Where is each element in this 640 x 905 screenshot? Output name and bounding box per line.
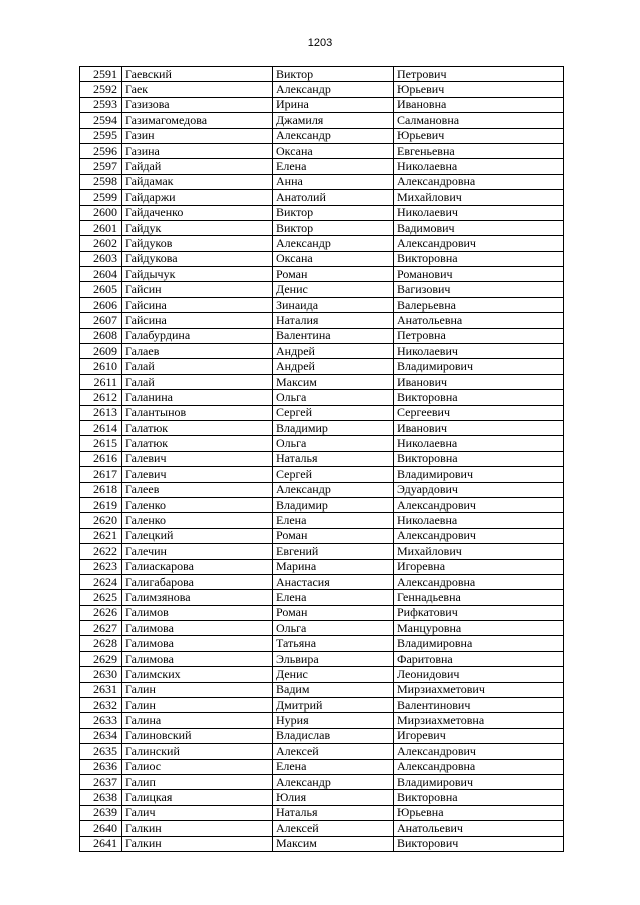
patronymic-cell: Михайлович bbox=[394, 544, 564, 559]
patronymic-cell: Иванович bbox=[394, 420, 564, 435]
table-row bbox=[80, 805, 564, 820]
table-row bbox=[80, 467, 564, 482]
last-name-cell: Галин bbox=[122, 698, 273, 713]
table-row bbox=[80, 790, 564, 805]
last-name-cell: Галигабарова bbox=[122, 574, 273, 589]
first-name-cell: Роман bbox=[273, 267, 394, 282]
row-number-cell: 2627 bbox=[80, 621, 122, 636]
last-name-cell: Галатюк bbox=[122, 420, 273, 435]
last-name-cell: Гайдай bbox=[122, 159, 273, 174]
last-name-cell: Гайсина bbox=[122, 297, 273, 312]
table-row bbox=[80, 621, 564, 636]
table-row bbox=[80, 374, 564, 389]
table-row bbox=[80, 82, 564, 97]
last-name-cell: Галкин bbox=[122, 821, 273, 836]
patronymic-cell: Анатольевна bbox=[394, 313, 564, 328]
row-number-cell: 2609 bbox=[80, 344, 122, 359]
last-name-cell: Гаевский bbox=[122, 67, 273, 82]
table-row bbox=[80, 436, 564, 451]
last-name-cell: Галабурдина bbox=[122, 328, 273, 343]
row-number-cell: 2641 bbox=[80, 836, 122, 851]
patronymic-cell: Мирзиахметович bbox=[394, 682, 564, 697]
first-name-cell: Наталья bbox=[273, 805, 394, 820]
last-name-cell: Галантынов bbox=[122, 405, 273, 420]
last-name-cell: Гайсин bbox=[122, 282, 273, 297]
row-number-cell: 2637 bbox=[80, 774, 122, 789]
patronymic-cell: Леонидович bbox=[394, 667, 564, 682]
row-number-cell: 2629 bbox=[80, 651, 122, 666]
first-name-cell: Ольга bbox=[273, 621, 394, 636]
first-name-cell: Виктор bbox=[273, 205, 394, 220]
last-name-cell: Гайдамак bbox=[122, 174, 273, 189]
row-number-cell: 2611 bbox=[80, 374, 122, 389]
last-name-cell: Газизова bbox=[122, 97, 273, 112]
patronymic-cell: Игоревна bbox=[394, 559, 564, 574]
first-name-cell: Владимир bbox=[273, 420, 394, 435]
patronymic-cell: Вадимович bbox=[394, 220, 564, 235]
table-row bbox=[80, 651, 564, 666]
table-row bbox=[80, 282, 564, 297]
row-number-cell: 2591 bbox=[80, 67, 122, 82]
patronymic-cell: Александровна bbox=[394, 574, 564, 589]
row-number-cell: 2632 bbox=[80, 698, 122, 713]
last-name-cell: Галимова bbox=[122, 636, 273, 651]
row-number-cell: 2617 bbox=[80, 467, 122, 482]
last-name-cell: Галич bbox=[122, 805, 273, 820]
row-number-cell: 2623 bbox=[80, 559, 122, 574]
first-name-cell: Оксана bbox=[273, 251, 394, 266]
row-number-cell: 2592 bbox=[80, 82, 122, 97]
last-name-cell: Галай bbox=[122, 359, 273, 374]
row-number-cell: 2614 bbox=[80, 420, 122, 435]
table-row bbox=[80, 559, 564, 574]
patronymic-cell: Николаевич bbox=[394, 344, 564, 359]
first-name-cell: Анастасия bbox=[273, 574, 394, 589]
first-name-cell: Александр bbox=[273, 128, 394, 143]
table-row bbox=[80, 544, 564, 559]
table-row bbox=[80, 236, 564, 251]
first-name-cell: Татьяна bbox=[273, 636, 394, 651]
row-number-cell: 2618 bbox=[80, 482, 122, 497]
row-number-cell: 2634 bbox=[80, 728, 122, 743]
first-name-cell: Дмитрий bbox=[273, 698, 394, 713]
patronymic-cell: Юрьевна bbox=[394, 805, 564, 820]
last-name-cell: Галип bbox=[122, 774, 273, 789]
first-name-cell: Александр bbox=[273, 82, 394, 97]
patronymic-cell: Владимирович bbox=[394, 359, 564, 374]
first-name-cell: Валентина bbox=[273, 328, 394, 343]
last-name-cell: Галиаскарова bbox=[122, 559, 273, 574]
table-row bbox=[80, 313, 564, 328]
table-row bbox=[80, 190, 564, 205]
row-number-cell: 2604 bbox=[80, 267, 122, 282]
row-number-cell: 2602 bbox=[80, 236, 122, 251]
first-name-cell: Наталья bbox=[273, 451, 394, 466]
patronymic-cell: Валентинович bbox=[394, 698, 564, 713]
table-row bbox=[80, 420, 564, 435]
first-name-cell: Александр bbox=[273, 236, 394, 251]
row-number-cell: 2621 bbox=[80, 528, 122, 543]
first-name-cell: Зинаида bbox=[273, 297, 394, 312]
last-name-cell: Гайдук bbox=[122, 220, 273, 235]
patronymic-cell: Александровна bbox=[394, 174, 564, 189]
last-name-cell: Галаев bbox=[122, 344, 273, 359]
row-number-cell: 2633 bbox=[80, 713, 122, 728]
first-name-cell: Максим bbox=[273, 836, 394, 851]
patronymic-cell: Эдуардович bbox=[394, 482, 564, 497]
row-number-cell: 2616 bbox=[80, 451, 122, 466]
table-row bbox=[80, 636, 564, 651]
last-name-cell: Гайдаченко bbox=[122, 205, 273, 220]
table-row bbox=[80, 113, 564, 128]
last-name-cell: Галина bbox=[122, 713, 273, 728]
last-name-cell: Гайдукова bbox=[122, 251, 273, 266]
patronymic-cell: Вагизович bbox=[394, 282, 564, 297]
patronymic-cell: Николаевна bbox=[394, 436, 564, 451]
table-row bbox=[80, 528, 564, 543]
row-number-cell: 2610 bbox=[80, 359, 122, 374]
table-row bbox=[80, 821, 564, 836]
table-row bbox=[80, 482, 564, 497]
table-row bbox=[80, 220, 564, 235]
table-row bbox=[80, 774, 564, 789]
patronymic-cell: Викторовна bbox=[394, 790, 564, 805]
table-row bbox=[80, 667, 564, 682]
row-number-cell: 2624 bbox=[80, 574, 122, 589]
table-row bbox=[80, 143, 564, 158]
table-row bbox=[80, 836, 564, 851]
table-row bbox=[80, 513, 564, 528]
row-number-cell: 2606 bbox=[80, 297, 122, 312]
row-number-cell: 2612 bbox=[80, 390, 122, 405]
last-name-cell: Галечин bbox=[122, 544, 273, 559]
table-row bbox=[80, 267, 564, 282]
table-row bbox=[80, 405, 564, 420]
first-name-cell: Андрей bbox=[273, 359, 394, 374]
table-row bbox=[80, 205, 564, 220]
patronymic-cell: Александровна bbox=[394, 759, 564, 774]
first-name-cell: Елена bbox=[273, 590, 394, 605]
last-name-cell: Галиос bbox=[122, 759, 273, 774]
last-name-cell: Газина bbox=[122, 143, 273, 158]
last-name-cell: Галин bbox=[122, 682, 273, 697]
table-row bbox=[80, 713, 564, 728]
last-name-cell: Гаек bbox=[122, 82, 273, 97]
first-name-cell: Алексей bbox=[273, 821, 394, 836]
last-name-cell: Галимов bbox=[122, 605, 273, 620]
row-number-cell: 2594 bbox=[80, 113, 122, 128]
table-row bbox=[80, 497, 564, 512]
patronymic-cell: Владимирович bbox=[394, 467, 564, 482]
patronymic-cell: Викторовна bbox=[394, 390, 564, 405]
row-number-cell: 2620 bbox=[80, 513, 122, 528]
first-name-cell: Сергей bbox=[273, 405, 394, 420]
first-name-cell: Владимир bbox=[273, 497, 394, 512]
row-number-cell: 2636 bbox=[80, 759, 122, 774]
table-row bbox=[80, 328, 564, 343]
first-name-cell: Андрей bbox=[273, 344, 394, 359]
patronymic-cell: Валерьевна bbox=[394, 297, 564, 312]
last-name-cell: Гайдычук bbox=[122, 267, 273, 282]
row-number-cell: 2625 bbox=[80, 590, 122, 605]
row-number-cell: 2631 bbox=[80, 682, 122, 697]
table-row bbox=[80, 728, 564, 743]
table-row bbox=[80, 251, 564, 266]
last-name-cell: Галай bbox=[122, 374, 273, 389]
table-row bbox=[80, 359, 564, 374]
first-name-cell: Владислав bbox=[273, 728, 394, 743]
patronymic-cell: Петровна bbox=[394, 328, 564, 343]
name-list-body bbox=[80, 67, 564, 852]
first-name-cell: Елена bbox=[273, 159, 394, 174]
first-name-cell: Ольга bbox=[273, 390, 394, 405]
row-number-cell: 2605 bbox=[80, 282, 122, 297]
last-name-cell: Газимагомедова bbox=[122, 113, 273, 128]
row-number-cell: 2630 bbox=[80, 667, 122, 682]
first-name-cell: Александр bbox=[273, 774, 394, 789]
page-number: 1203 bbox=[307, 37, 333, 49]
table-row bbox=[80, 390, 564, 405]
first-name-cell: Марина bbox=[273, 559, 394, 574]
table-row bbox=[80, 128, 564, 143]
first-name-cell: Роман bbox=[273, 605, 394, 620]
first-name-cell: Сергей bbox=[273, 467, 394, 482]
first-name-cell: Эльвира bbox=[273, 651, 394, 666]
row-number-cell: 2622 bbox=[80, 544, 122, 559]
patronymic-cell: Рифкатович bbox=[394, 605, 564, 620]
first-name-cell: Нурия bbox=[273, 713, 394, 728]
first-name-cell: Роман bbox=[273, 528, 394, 543]
name-list-table bbox=[79, 66, 564, 852]
last-name-cell: Галецкий bbox=[122, 528, 273, 543]
patronymic-cell: Михайлович bbox=[394, 190, 564, 205]
patronymic-cell: Александрович bbox=[394, 497, 564, 512]
first-name-cell: Юлия bbox=[273, 790, 394, 805]
first-name-cell: Елена bbox=[273, 513, 394, 528]
first-name-cell: Ирина bbox=[273, 97, 394, 112]
patronymic-cell: Александрович bbox=[394, 744, 564, 759]
patronymic-cell: Александрович bbox=[394, 236, 564, 251]
last-name-cell: Галевич bbox=[122, 467, 273, 482]
last-name-cell: Галимова bbox=[122, 651, 273, 666]
row-number-cell: 2597 bbox=[80, 159, 122, 174]
last-name-cell: Галимзянова bbox=[122, 590, 273, 605]
first-name-cell: Денис bbox=[273, 667, 394, 682]
table-row bbox=[80, 574, 564, 589]
row-number-cell: 2599 bbox=[80, 190, 122, 205]
patronymic-cell: Владимировна bbox=[394, 636, 564, 651]
table-row bbox=[80, 759, 564, 774]
first-name-cell: Анатолий bbox=[273, 190, 394, 205]
patronymic-cell: Анатольевич bbox=[394, 821, 564, 836]
row-number-cell: 2603 bbox=[80, 251, 122, 266]
patronymic-cell: Мирзиахметовна bbox=[394, 713, 564, 728]
table-row bbox=[80, 605, 564, 620]
table-row bbox=[80, 297, 564, 312]
row-number-cell: 2619 bbox=[80, 497, 122, 512]
last-name-cell: Галинский bbox=[122, 744, 273, 759]
row-number-cell: 2595 bbox=[80, 128, 122, 143]
row-number-cell: 2615 bbox=[80, 436, 122, 451]
last-name-cell: Галанина bbox=[122, 390, 273, 405]
row-number-cell: 2593 bbox=[80, 97, 122, 112]
row-number-cell: 2607 bbox=[80, 313, 122, 328]
last-name-cell: Гайдаржи bbox=[122, 190, 273, 205]
first-name-cell: Виктор bbox=[273, 67, 394, 82]
table-row bbox=[80, 590, 564, 605]
first-name-cell: Александр bbox=[273, 482, 394, 497]
last-name-cell: Гайдуков bbox=[122, 236, 273, 251]
table-row bbox=[80, 682, 564, 697]
patronymic-cell: Салмановна bbox=[394, 113, 564, 128]
patronymic-cell: Юрьевич bbox=[394, 128, 564, 143]
table-row bbox=[80, 67, 564, 82]
table-row bbox=[80, 744, 564, 759]
patronymic-cell: Николаевна bbox=[394, 159, 564, 174]
first-name-cell: Максим bbox=[273, 374, 394, 389]
patronymic-cell: Сергеевич bbox=[394, 405, 564, 420]
patronymic-cell: Игоревич bbox=[394, 728, 564, 743]
first-name-cell: Денис bbox=[273, 282, 394, 297]
patronymic-cell: Петрович bbox=[394, 67, 564, 82]
patronymic-cell: Романович bbox=[394, 267, 564, 282]
last-name-cell: Галеев bbox=[122, 482, 273, 497]
patronymic-cell: Викторовна bbox=[394, 451, 564, 466]
row-number-cell: 2628 bbox=[80, 636, 122, 651]
first-name-cell: Наталия bbox=[273, 313, 394, 328]
patronymic-cell: Викторович bbox=[394, 836, 564, 851]
row-number-cell: 2626 bbox=[80, 605, 122, 620]
row-number-cell: 2635 bbox=[80, 744, 122, 759]
patronymic-cell: Иванович bbox=[394, 374, 564, 389]
first-name-cell: Алексей bbox=[273, 744, 394, 759]
table-row bbox=[80, 159, 564, 174]
last-name-cell: Галицкая bbox=[122, 790, 273, 805]
patronymic-cell: Николаевна bbox=[394, 513, 564, 528]
patronymic-cell: Манцуровна bbox=[394, 621, 564, 636]
table-row bbox=[80, 344, 564, 359]
patronymic-cell: Фаритовна bbox=[394, 651, 564, 666]
table-row bbox=[80, 174, 564, 189]
patronymic-cell: Викторовна bbox=[394, 251, 564, 266]
last-name-cell: Галиновский bbox=[122, 728, 273, 743]
first-name-cell: Джамиля bbox=[273, 113, 394, 128]
row-number-cell: 2639 bbox=[80, 805, 122, 820]
patronymic-cell: Евгеньевна bbox=[394, 143, 564, 158]
last-name-cell: Галатюк bbox=[122, 436, 273, 451]
row-number-cell: 2598 bbox=[80, 174, 122, 189]
last-name-cell: Галевич bbox=[122, 451, 273, 466]
row-number-cell: 2601 bbox=[80, 220, 122, 235]
patronymic-cell: Ивановна bbox=[394, 97, 564, 112]
first-name-cell: Евгений bbox=[273, 544, 394, 559]
last-name-cell: Гайсина bbox=[122, 313, 273, 328]
row-number-cell: 2596 bbox=[80, 143, 122, 158]
patronymic-cell: Геннадьевна bbox=[394, 590, 564, 605]
last-name-cell: Галимова bbox=[122, 621, 273, 636]
last-name-cell: Газин bbox=[122, 128, 273, 143]
table-row bbox=[80, 698, 564, 713]
patronymic-cell: Юрьевич bbox=[394, 82, 564, 97]
row-number-cell: 2600 bbox=[80, 205, 122, 220]
last-name-cell: Галенко bbox=[122, 513, 273, 528]
first-name-cell: Оксана bbox=[273, 143, 394, 158]
patronymic-cell: Николаевич bbox=[394, 205, 564, 220]
last-name-cell: Галкин bbox=[122, 836, 273, 851]
table-row bbox=[80, 97, 564, 112]
first-name-cell: Виктор bbox=[273, 220, 394, 235]
patronymic-cell: Александрович bbox=[394, 528, 564, 543]
table-row bbox=[80, 451, 564, 466]
first-name-cell: Вадим bbox=[273, 682, 394, 697]
first-name-cell: Елена bbox=[273, 759, 394, 774]
patronymic-cell: Владимирович bbox=[394, 774, 564, 789]
row-number-cell: 2638 bbox=[80, 790, 122, 805]
last-name-cell: Галенко bbox=[122, 497, 273, 512]
row-number-cell: 2640 bbox=[80, 821, 122, 836]
first-name-cell: Анна bbox=[273, 174, 394, 189]
first-name-cell: Ольга bbox=[273, 436, 394, 451]
row-number-cell: 2613 bbox=[80, 405, 122, 420]
last-name-cell: Галимских bbox=[122, 667, 273, 682]
row-number-cell: 2608 bbox=[80, 328, 122, 343]
